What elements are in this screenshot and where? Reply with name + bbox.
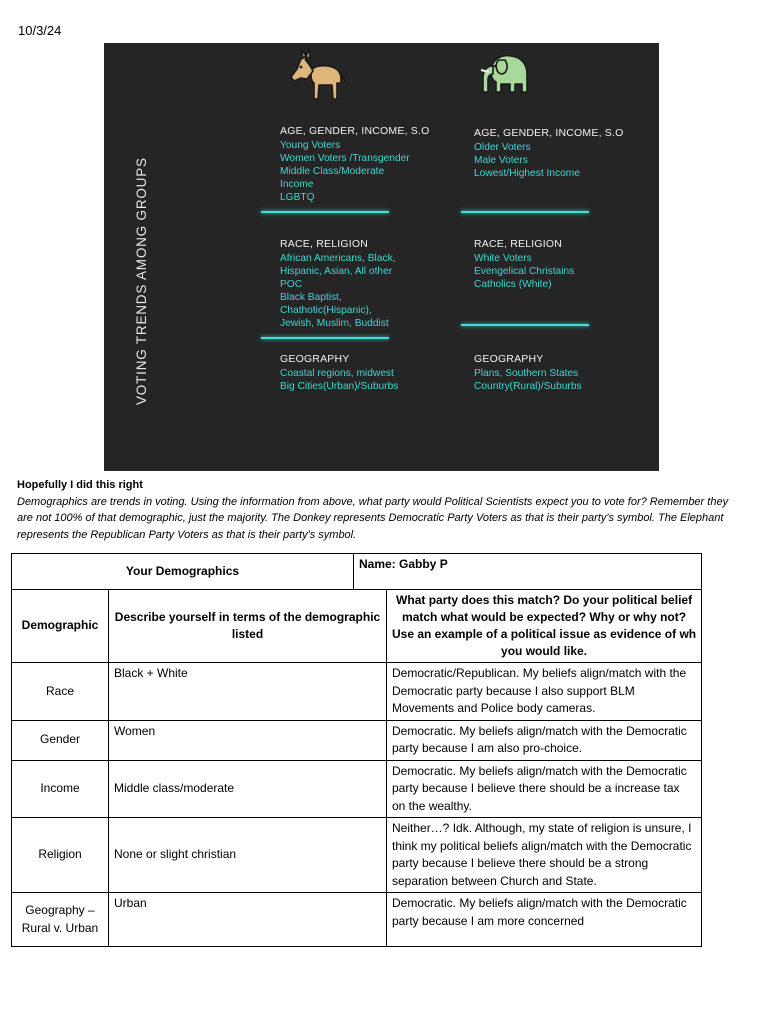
section-heading: RACE, RELIGION <box>280 238 368 250</box>
answer-cell: Democratic. My beliefs align/match with the Democratic party because I am more concerned <box>387 893 702 947</box>
divider <box>261 211 389 213</box>
list-item: Older Voters <box>474 142 531 153</box>
list-item: Country(Rural)/Suburbs <box>474 381 582 392</box>
elephant-icon <box>477 48 529 98</box>
section-heading: GEOGRAPHY <box>474 353 544 365</box>
date-label: 10/3/24 <box>18 23 62 38</box>
instructions <box>17 477 747 543</box>
describe-cell: Women <box>109 720 387 760</box>
list-item: Women Voters /Transgender <box>280 153 410 164</box>
list-item: Lowest/Highest Income <box>474 168 580 179</box>
section-heading: AGE, GENDER, INCOME, S.O <box>280 125 430 137</box>
table-row <box>12 818 702 893</box>
list-item: Male Voters <box>474 155 528 166</box>
describe-cell: Urban <box>109 893 387 947</box>
dem-age-gender-section <box>280 125 470 204</box>
student-name: Name: Gabby P <box>354 554 702 590</box>
header-describe: Describe yourself in terms of the demographic listed <box>109 590 387 663</box>
list-item: LGBTQ <box>280 192 315 203</box>
header-demographic: Demographic <box>12 590 109 663</box>
table-row <box>12 663 702 721</box>
rep-age-gender-section <box>474 127 659 180</box>
describe-cell: None or slight christian <box>109 818 387 893</box>
table-row <box>12 760 702 818</box>
section-heading: AGE, GENDER, INCOME, S.O <box>474 127 624 139</box>
list-item: African Americans, Black, <box>280 253 396 264</box>
list-item: Evengelical Christains <box>474 266 575 277</box>
divider <box>461 211 589 213</box>
donkey-icon <box>287 47 347 103</box>
infographic-vertical-title: VOTING TRENDS AMONG GROUPS <box>134 157 149 405</box>
table-title: Your Demographics <box>12 554 354 590</box>
question-line: match what would be expected? Why or why not? <box>402 610 687 624</box>
list-item: Hispanic, Asian, All other <box>280 266 393 277</box>
answer-cell: Democratic/Republican. My beliefs align/match with the Democratic party because I also support BLM Movements and Police body cameras. <box>387 663 702 721</box>
demographic-cell: Race <box>12 663 109 721</box>
list-item: Income <box>280 179 314 190</box>
header-question <box>387 590 702 663</box>
list-item: Plans, Southern States <box>474 368 579 379</box>
demographic-cell: Gender <box>12 720 109 760</box>
answer-cell: Neither…? Idk. Although, my state of religion is unsure, I think my political beliefs align/match with the Democratic party because I believe there should be a strong separation between Church and State. <box>387 818 702 893</box>
instructions-body: Demographics are trends in voting. Using the information from above, what party would Political Scientists expect you to vote for? Remember they are not 100% of that demographic, just the majority. The Donkey represents Democratic Party Voters as that is their party's symbol. The Elephant represents the Republican Party Voters as that is their party's symbol. <box>17 495 729 541</box>
demographic-cell: Income <box>12 760 109 818</box>
instructions-heading: Hopefully I did this right <box>17 479 143 491</box>
list-item: Jewish, Muslim, Buddist <box>280 318 389 329</box>
list-item: Coastal regions, midwest <box>280 368 394 379</box>
list-item: Black Baptist, <box>280 292 342 303</box>
rep-race-religion-section <box>474 238 659 291</box>
demographic-cell: Religion <box>12 818 109 893</box>
answer-cell: Democratic. My beliefs align/match with the Democratic party because I am also pro-choice. <box>387 720 702 760</box>
dem-race-religion-section <box>280 238 470 330</box>
answer-cell: Democratic. My beliefs align/match with the Democratic party because I believe there should be a increase tax on the wealthy. <box>387 760 702 818</box>
table-row <box>12 720 702 760</box>
describe-cell: Middle class/moderate <box>109 760 387 818</box>
table-row <box>12 893 702 947</box>
section-heading: RACE, RELIGION <box>474 238 562 250</box>
voting-trends-infographic <box>104 43 659 471</box>
list-item: White Voters <box>474 253 532 264</box>
list-item: Middle Class/Moderate <box>280 166 385 177</box>
rep-geography-section <box>474 353 659 393</box>
list-item: POC <box>280 279 303 290</box>
demographics-table <box>11 553 702 947</box>
list-item: Young Voters <box>280 140 341 151</box>
question-line: you would like. <box>501 644 588 658</box>
demographic-cell: Geography –Rural v. Urban <box>12 893 109 947</box>
dem-geography-section <box>280 353 470 393</box>
question-line: What party does this match? Do your political belief <box>396 593 693 607</box>
divider <box>261 337 389 339</box>
list-item: Catholics (White) <box>474 279 552 290</box>
describe-cell: Black + White <box>109 663 387 721</box>
section-heading: GEOGRAPHY <box>280 353 350 365</box>
divider <box>461 324 589 326</box>
list-item: Big Cities(Urban)/Suburbs <box>280 381 399 392</box>
list-item: Chathotic(Hispanic), <box>280 305 372 316</box>
question-line: Use an example of a political issue as evidence of wh <box>392 627 697 641</box>
